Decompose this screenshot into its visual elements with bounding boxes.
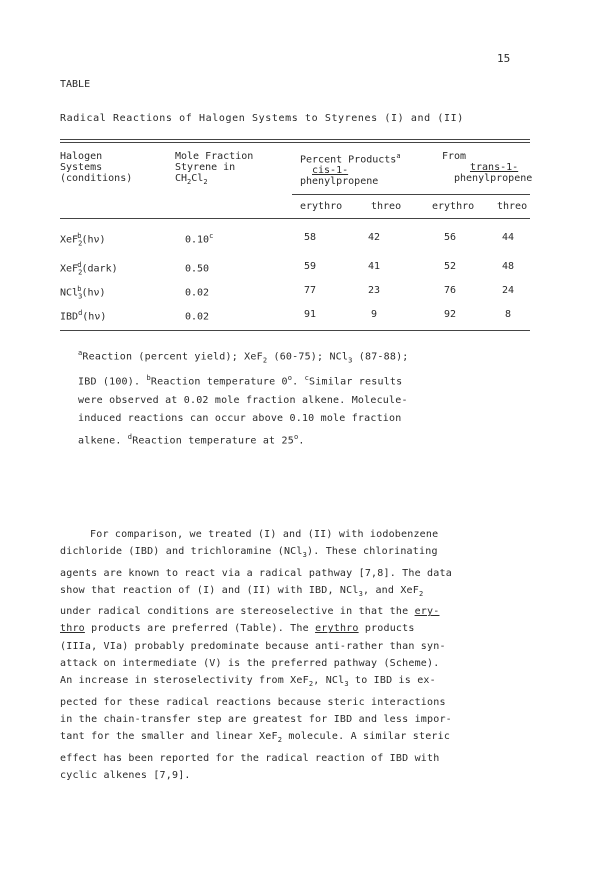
solvent-ch: CH <box>175 173 188 184</box>
header-line: From <box>442 151 467 162</box>
header-solvent <box>175 173 253 188</box>
footnote-line: IBD (100). $^b$Reaction temperature 0$^o$. $^c$Similar results <box>78 374 403 388</box>
body-paragraph <box>60 526 530 784</box>
halogen-system: XeF$_2^d$(dark) <box>60 261 118 277</box>
cis-erythro: 59 <box>303 261 317 272</box>
subheader-erythro: erythro <box>300 201 343 212</box>
footnote-line: induced reactions can occur above 0.10 mole fraction <box>78 412 402 424</box>
cis-threo: 23 <box>367 285 381 296</box>
trans-erythro: 92 <box>443 309 457 320</box>
header-line: Styrene in <box>175 162 236 173</box>
header-bottom-rule <box>60 218 530 219</box>
header-phenylpropene: phenylpropene <box>300 176 379 188</box>
trans-threo: 44 <box>501 232 515 243</box>
mole-fraction: 0.02 <box>185 287 210 299</box>
paragraph-line: dichloride (IBD) and trichloramine (NCl$_3$). These chlorinating <box>60 546 438 560</box>
trans-erythro: 56 <box>443 232 457 243</box>
paragraph-line: agents are known to react via a radical pathway [7,8]. The data <box>60 567 452 579</box>
halogen-system: XeF$_2^b$(hν) <box>60 232 106 248</box>
header-line: Halogen <box>60 151 103 162</box>
header-from-trans <box>440 151 532 184</box>
cis-erythro: 91 <box>303 309 317 320</box>
paragraph-line: An increase in steroselectivity from XeF$_2$, NCl$_3$ to IBD is ex- <box>60 675 436 689</box>
solvent-sub: 2 <box>203 178 208 186</box>
footnote-line: $^a$Reaction (percent yield); XeF$_2$ (60-75); NCl$_3$ (87-88); <box>78 349 409 365</box>
footnote-marker: a <box>396 152 401 160</box>
header-cis: cis-1- <box>312 165 349 177</box>
table-top-rule-2 <box>60 142 530 143</box>
paragraph-line: effect has been reported for the radical reaction of IBD with <box>60 752 440 764</box>
paragraph-line: in the chain-transfer step are greatest for IBD and less impor- <box>60 713 452 725</box>
table-label: TABLE <box>60 79 91 90</box>
trans-erythro: 76 <box>443 285 457 296</box>
header-halogen-systems <box>60 151 132 184</box>
table-footnotes <box>78 344 518 450</box>
trans-threo: 24 <box>501 285 515 296</box>
table-caption: Radical Reactions of Halogen Systems to Styrenes (I) and (II) <box>60 113 464 124</box>
header-mole-fraction <box>175 151 253 188</box>
cis-threo: 42 <box>367 232 381 243</box>
header-line: Systems <box>60 162 103 173</box>
subheader-threo: threo <box>371 201 402 212</box>
footnote-line: alkene. $^d$Reaction temperature at 25$^o$. <box>78 432 305 446</box>
citation: [7,8] <box>358 567 390 579</box>
halogen-system: IBD$^d$(hν) <box>60 309 107 323</box>
solvent-cl: Cl <box>191 173 204 184</box>
halogen-system: NCl$_3^b$(hν) <box>60 285 106 301</box>
mole-fraction: 0.02 <box>185 311 210 323</box>
table-row <box>60 285 530 301</box>
paragraph-line: pected for these radical reactions because steric interactions <box>60 696 446 708</box>
header-phenylpropene: phenylpropene <box>454 173 533 184</box>
subheader-rule <box>292 194 530 195</box>
subheader-threo: threo <box>497 201 528 212</box>
trans-erythro: 52 <box>443 261 457 272</box>
table-row <box>60 309 530 325</box>
table-bottom-rule <box>60 330 530 331</box>
cis-erythro: 58 <box>303 232 317 243</box>
mole-fraction: 0.10$^c$ <box>185 232 214 246</box>
trans-threo: 8 <box>504 309 512 320</box>
paragraph-line: attack on intermediate (V) is the preferred pathway (Scheme). <box>60 658 440 670</box>
cis-erythro: 77 <box>303 285 317 296</box>
paragraph-line: cyclic alkenes [7,9]. <box>60 769 191 781</box>
solvent-sub: 2 <box>187 178 192 186</box>
table-row <box>60 261 530 277</box>
trans-threo: 48 <box>501 261 515 272</box>
paragraph-line: For comparison, we treated (I) and (II) with iodobenzene <box>90 529 439 540</box>
paragraph-line: show that reaction of (I) and (II) with IBD, NCl$_3$, and XeF$_2$ <box>60 584 424 598</box>
header-line: (conditions) <box>60 173 133 184</box>
header-line: Mole Fraction <box>175 151 254 162</box>
paragraph-line: thro products are preferred (Table). The erythro products <box>60 623 415 635</box>
cis-threo: 9 <box>370 309 378 320</box>
subheader-erythro: erythro <box>432 201 475 212</box>
header-trans: trans-1- <box>470 162 519 173</box>
header-line: Percent Products <box>300 154 397 166</box>
cis-threo: 41 <box>367 261 381 272</box>
header-percent-products <box>300 151 401 187</box>
paragraph-line: under radical conditions are stereoselective in that the ery- <box>60 606 440 618</box>
table-top-rule <box>60 139 530 140</box>
mole-fraction: 0.50 <box>185 263 210 275</box>
footnote-line: were observed at 0.02 mole fraction alkene. Molecule- <box>78 394 408 406</box>
citation: [7,9] <box>153 769 185 781</box>
page-number: 15 <box>497 52 511 65</box>
paragraph-line: tant for the smaller and linear XeF$_2$ molecule. A similar steric <box>60 731 451 745</box>
table-row <box>60 232 530 248</box>
paragraph-line: (IIIa, VIa) probably predominate because anti-rather than syn- <box>60 640 446 652</box>
